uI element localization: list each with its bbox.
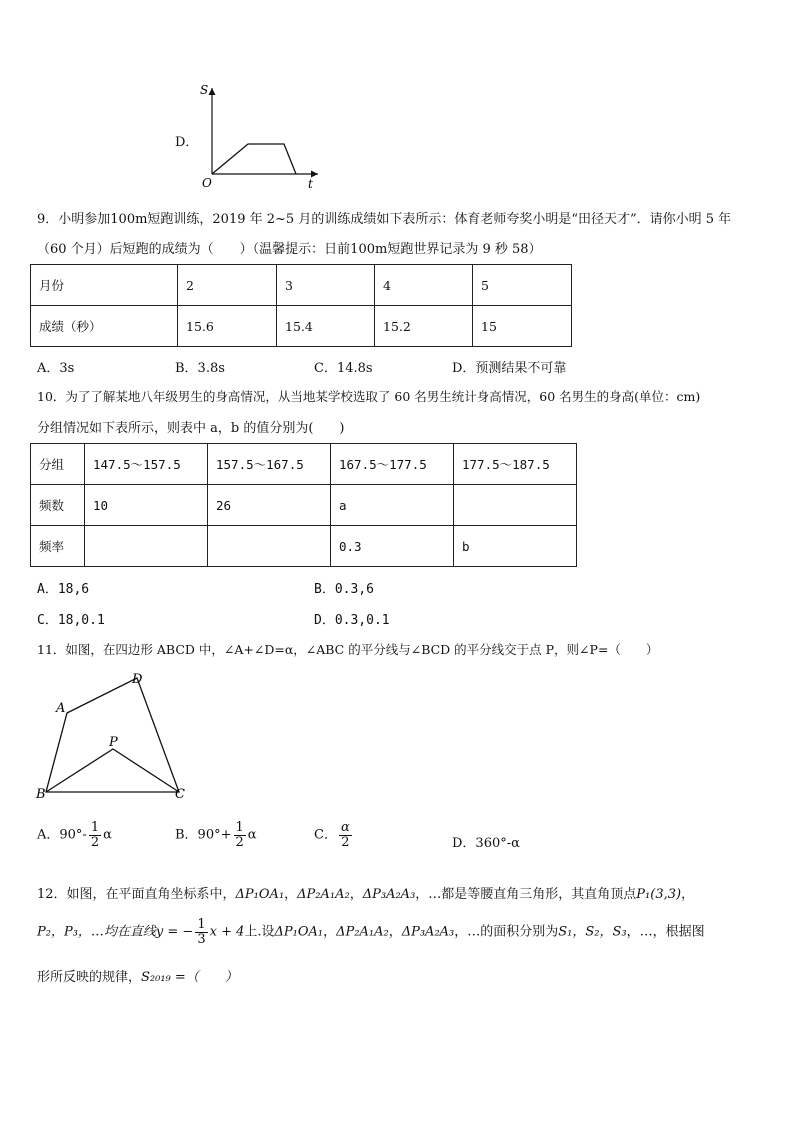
q9-score-table	[30, 264, 572, 347]
fraction-one-half	[234, 821, 246, 849]
text-span: ，	[349, 887, 363, 902]
numerator: 1	[90, 820, 100, 835]
table-row	[31, 265, 572, 306]
denominator: 2	[90, 834, 100, 850]
point-a-label: A	[56, 701, 66, 716]
q8-distance-time-graph	[198, 82, 328, 192]
triangle-2: ΔP₂A₁A₂	[336, 924, 389, 940]
table-cell: 分组	[31, 444, 85, 485]
q11-option-b	[175, 821, 257, 849]
table-row	[31, 306, 572, 347]
fraction-alpha-half	[339, 821, 352, 849]
q10-stem-line2: 分组情况如下表所示，则表中 a，b 的值分别为( )	[37, 421, 345, 436]
point-b-label: B	[36, 787, 46, 802]
q10-option-d: D．0.3,0.1	[314, 613, 390, 628]
point-p-label: P	[109, 735, 118, 750]
table-cell: 成绩（秒）	[31, 306, 178, 347]
table-cell: 157.5～167.5	[208, 444, 331, 485]
table-cell: 0.3	[331, 526, 454, 567]
triangle-1: ΔP₁OA₁	[235, 887, 285, 902]
table-cell: 10	[85, 485, 208, 526]
q12-line1	[37, 883, 694, 902]
line-equation: y = −	[155, 924, 194, 940]
q9-option-d: D．预测结果不可靠	[452, 361, 567, 376]
table-row	[31, 526, 577, 567]
text-span: ，	[681, 887, 695, 902]
table-cell: 15.6	[178, 306, 277, 347]
table-cell: 15.4	[277, 306, 375, 347]
q8-option-d-label: D．	[175, 135, 199, 150]
origin-label: O	[202, 176, 212, 190]
table-row	[31, 444, 577, 485]
q9-stem-line2: （60 个月）后短跑的成绩为（ ）（温馨提示：日前100m短跑世界记录为 9 秒 58）	[37, 242, 542, 257]
point-d-label: D	[132, 672, 143, 687]
target-area: S₂₀₁₉ =（ ）	[141, 970, 238, 985]
table-cell: 177.5～187.5	[454, 444, 577, 485]
numerator: 1	[235, 820, 244, 835]
table-cell	[454, 485, 577, 526]
vertex-p1: P₁(3,3)	[636, 887, 682, 902]
table-cell: 5	[473, 265, 572, 306]
triangle-3: ΔP₃A₂A₃	[401, 924, 455, 940]
table-cell: 26	[208, 485, 331, 526]
denominator: 2	[235, 834, 244, 850]
text-span: 形所反映的规律，	[37, 970, 142, 985]
q10-height-table	[30, 443, 577, 567]
axis-t-label: t	[308, 177, 313, 191]
q11-option-a	[37, 821, 112, 849]
option-prefix: B．90°+	[175, 827, 232, 843]
numerator: 1	[197, 917, 206, 932]
table-cell: b	[454, 526, 577, 567]
table-cell	[208, 526, 331, 567]
numerator: α	[340, 820, 350, 835]
distance-curve	[212, 144, 296, 174]
triangle-2: ΔP₂A₁A₂	[297, 887, 350, 902]
text-span: ，…的面积分别为	[454, 924, 559, 940]
q9-stem-line1: 9．小明参加100m短跑训练，2019 年 2~5 月的训练成绩如下表所示：体育老师夸奖小明是“田径天才”．请你小明 5 年	[37, 212, 732, 227]
table-cell: 频率	[31, 526, 85, 567]
table-cell: 15.2	[375, 306, 473, 347]
line-equation-rest: x + 4	[209, 924, 245, 940]
fraction-one-third	[195, 918, 207, 946]
table-cell: 频数	[31, 485, 85, 526]
table-cell: 月份	[31, 265, 178, 306]
table-row	[31, 485, 577, 526]
q12-line2	[37, 918, 705, 946]
text-span: ，…都是等腰直角三角形，其直角顶点	[415, 887, 637, 902]
q9-option-b: B．3.8s	[175, 361, 225, 376]
option-prefix: A．90°-	[37, 827, 87, 843]
point-c-label: C	[175, 787, 185, 802]
text-span: ，	[388, 924, 402, 940]
table-cell: 4	[375, 265, 473, 306]
text-span: ，…，根据图	[626, 924, 705, 940]
text-span: ，	[284, 887, 298, 902]
q10-option-b: B．0.3,6	[314, 582, 374, 597]
alpha-symbol: α	[103, 827, 112, 843]
q11-option-d: D．360°-α	[452, 836, 520, 851]
q11-quadrilateral-figure	[32, 668, 202, 803]
q9-option-c: C．14.8s	[314, 361, 373, 376]
area-symbols: S₁，S₂，S₃	[558, 924, 627, 940]
table-cell: 167.5～177.5	[331, 444, 454, 485]
table-cell: 3	[277, 265, 375, 306]
text-span: 12．如图，在平面直角坐标系中，	[37, 887, 236, 902]
table-cell: 2	[178, 265, 277, 306]
text-span: 上.设	[244, 924, 275, 940]
axis-s-label: S	[200, 83, 209, 97]
angle-bisectors	[46, 749, 179, 792]
q11-option-c	[314, 821, 354, 849]
q11-stem: 11．如图，在四边形 ABCD 中，∠A+∠D=α，∠ABC 的平分线与∠BCD 的平分线交于点 P，则∠P=（ ）	[37, 642, 659, 657]
table-cell: 147.5～157.5	[85, 444, 208, 485]
alpha-symbol: α	[247, 827, 257, 843]
q12-line3	[37, 966, 238, 985]
q10-stem-line1: 10．为了了解某地八年级男生的身高情况，从当地某学校选取了 60 名男生统计身高情况，60 名男生的身高(单位：cm)	[37, 389, 701, 404]
fraction-one-half	[89, 821, 101, 849]
text-span: ，	[323, 924, 337, 940]
table-cell	[85, 526, 208, 567]
q10-option-c: C．18,0.1	[37, 613, 105, 628]
triangle-3: ΔP₃A₂A₃	[362, 887, 416, 902]
denominator: 2	[341, 834, 350, 850]
table-cell: a	[331, 485, 454, 526]
triangle-1: ΔP₁OA₁	[274, 924, 324, 940]
option-prefix: C．	[314, 827, 337, 843]
denominator: 3	[197, 931, 206, 947]
q9-option-a: A．3s	[37, 361, 75, 376]
text-span: P₂，P₃，…均在直线	[37, 924, 156, 940]
q10-option-a: A．18,6	[37, 582, 90, 597]
table-cell: 15	[473, 306, 572, 347]
